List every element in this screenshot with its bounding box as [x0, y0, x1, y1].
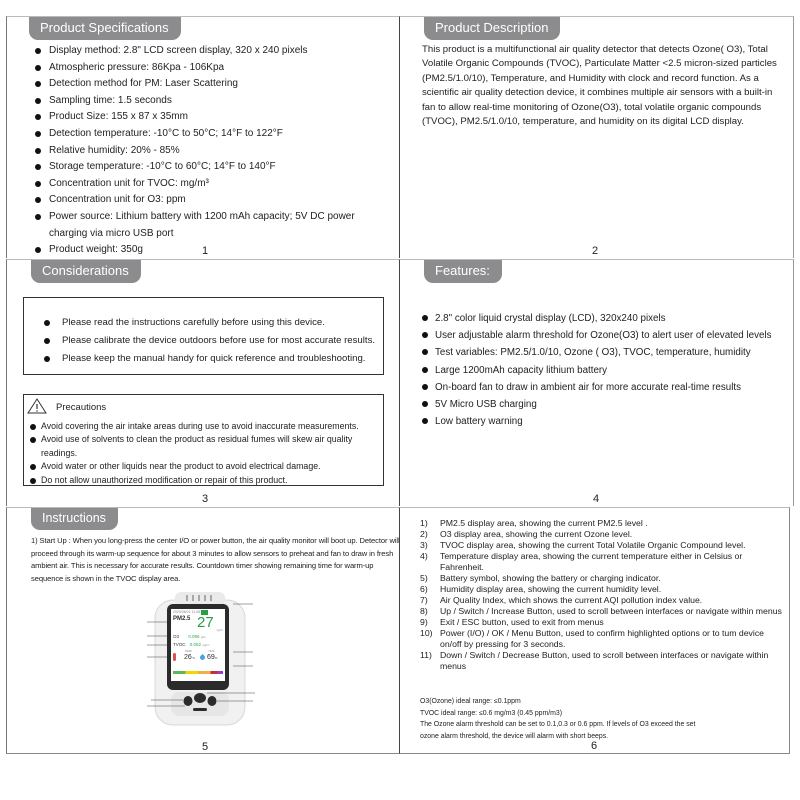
- lcd-temp-value: 26: [183, 653, 192, 661]
- description-text: This product is a multifunctional air quality detector that detects Ozone( O3), Total Volatile Organic Compounds (TVOC), Particulate Matter <2.5 micron-sized particles (PM2.5/1.0/10), Temperature, and Humidity with clock and record function. As a scientific air quality detection device, it combines multiple air sensors with a built-in fan to allow real-time monitoring of Ozone(O3), total volatile organic compounds (TVOC), PM2.5/1.0/10, temperature, and humidity on its digital LCD display.: [422, 44, 777, 128]
- page-number: 3: [202, 493, 209, 505]
- section-tab-description: Product Description: [424, 17, 560, 40]
- precautions-title: Precautions: [56, 402, 107, 413]
- ozone-range-note: O3(Ozone) ideal range: ≤0.1ppm: [420, 698, 521, 705]
- power-button: [194, 693, 206, 703]
- page-number: 5: [202, 741, 209, 753]
- lcd-o3-unit: ppm: [200, 636, 206, 639]
- feature-item: 5V Micro USB charging: [422, 396, 782, 413]
- legend-item: 6) Humidity display area, showing the current humidity level.: [420, 584, 662, 594]
- lcd-tvoc-value: 0.052: [189, 642, 202, 647]
- feature-item: 2.8" color liquid crystal display (LCD), 320x240 pixels: [422, 310, 782, 327]
- lcd-time: 11:08: [191, 610, 201, 615]
- considerations-box: [23, 297, 384, 375]
- instructions-panel: [6, 507, 400, 754]
- spec-item: Concentration unit for O3: ppm: [35, 192, 385, 209]
- legend-item: 11) Down / Switch / Decrease Button, used to scroll between interfaces or navigate within menus: [420, 650, 769, 671]
- lcd-tvoc-row: [173, 642, 223, 647]
- page-number: 6: [591, 740, 598, 752]
- feature-item: Low battery warning: [422, 413, 782, 430]
- feature-item: Test variables: PM2.5/1.0/10, Ozone ( O3), TVOC, temperature, humidity: [422, 344, 782, 361]
- down-button: [208, 696, 217, 706]
- consideration-item: Please calibrate the device outdoors before use for most accurate results.: [44, 332, 375, 350]
- alarm-threshold-note-cont: ozone alarm threshold, the device will alarm with short beeps.: [420, 733, 609, 741]
- legend-item: 4) Temperature display area, showing the current temperature either in Celsius or Fahrenheit.: [420, 551, 743, 572]
- thermometer-icon: [173, 653, 176, 661]
- product-description-panel: [400, 16, 794, 258]
- feature-item: Large 1200mAh capacity lithium battery: [422, 362, 782, 379]
- up-button: [184, 696, 193, 706]
- precaution-item: Avoid water or other liquids near the product to avoid electrical damage.: [30, 460, 382, 473]
- product-specifications-panel: [6, 16, 400, 258]
- aqi-color-bar: [173, 671, 223, 674]
- features-list: [422, 310, 782, 430]
- spec-item: Display method: 2.8" LCD screen display, 320 x 240 pixels: [35, 43, 385, 60]
- considerations-panel: [6, 259, 400, 506]
- legend-notes: [420, 696, 782, 743]
- lcd-humidity-label: HUM: [208, 650, 215, 653]
- lcd-pm-unit: ug/m³: [216, 629, 223, 632]
- precautions-list: [30, 420, 382, 487]
- legend-item: 9) Exit / ESC button, used to exit from menus: [420, 617, 604, 627]
- lcd-date: 2020/06/01: [173, 610, 191, 615]
- precaution-item: Avoid use of solvents to clean the product as residual fumes will skew air quality readings.: [30, 433, 382, 460]
- legend-item: 2) O3 display area, showing the current Ozone level.: [420, 529, 633, 539]
- lcd-temp-unit: °C: [191, 655, 196, 660]
- legend-list: [420, 518, 782, 672]
- consideration-item: Please read the instructions carefully before using this device.: [44, 314, 375, 332]
- alarm-threshold-note: The Ozone alarm threshold can be set to 0.1,0.3 or 0.6 ppm. If levels of O3 exceed the set: [420, 721, 696, 729]
- spec-item: Relative humidity: 20% - 85%: [35, 143, 385, 160]
- page-number: 2: [592, 245, 599, 257]
- spec-item: Storage temperature: -10°C to 60°C; 14°F to 140°F: [35, 159, 385, 176]
- considerations-list: [44, 314, 375, 368]
- lcd-humidity-unit: %: [214, 655, 218, 660]
- lcd-o3-label: O3: [173, 634, 180, 639]
- lcd-tvoc-label: TVOC: [173, 642, 186, 647]
- legend-item: 3) TVOC display area, showing the current Total Volatile Organic Compound level.: [420, 540, 746, 550]
- legend-panel: [400, 507, 790, 754]
- lcd-screen: [171, 609, 225, 681]
- lcd-env-row: [173, 653, 223, 661]
- lcd-pm-value: 27: [197, 614, 214, 631]
- device-lcd: [167, 604, 229, 690]
- consideration-item: Please keep the manual handy for quick reference and troubleshooting.: [44, 350, 375, 368]
- lcd-o3-value: 0.096: [188, 634, 200, 639]
- tvoc-range-note: TVOC ideal range: ≤0.6 mg/m3 (0.45 ppm/m3): [420, 709, 563, 717]
- warning-icon: [27, 398, 47, 414]
- lcd-pm-label: PM2.5: [173, 616, 191, 622]
- page-number: 4: [593, 493, 600, 505]
- legend-item: 1) PM2.5 display area, showing the current PM2.5 level .: [420, 518, 648, 528]
- spec-item: Detection temperature: -10°C to 50°C; 14°F to 122°F: [35, 126, 385, 143]
- specifications-list: [35, 43, 385, 259]
- spec-item: Atmospheric pressure: 86Kpa - 106Kpa: [35, 60, 385, 77]
- startup-instructions: 1) Start Up : When you long-press the center I/O or power button, the air quality monitor will boot up. Detector will proceed through its warm-up sequence for about 3 minutes to allow sensors to preheat and fan to draw in fresh ambient air. This is necessary for accurate results. Countdown timer showing remaining time for warm-up sequence is shown in the TVOC display area.: [31, 536, 400, 583]
- spec-item: Product weight: 350g: [35, 242, 385, 259]
- lcd-o3-row: [173, 634, 223, 639]
- spec-item: Concentration unit for TVOC: mg/m³: [35, 176, 385, 193]
- feature-item: User adjustable alarm threshold for Ozone(O3) to alert user of elevated levels: [422, 327, 782, 344]
- feature-item: On-board fan to draw in ambient air for more accurate real-time results: [422, 379, 782, 396]
- lcd-tvoc-unit: mg/m³: [202, 644, 210, 647]
- precaution-item: Do not allow unauthorized modification or repair of this product.: [30, 474, 382, 487]
- legend-item: 5) Battery symbol, showing the battery or charging indicator.: [420, 573, 661, 583]
- lcd-temp-label: TEMP: [185, 650, 192, 653]
- lcd-humidity-value: 69: [207, 653, 215, 661]
- spec-item: Detection method for PM: Laser Scattering: [35, 76, 385, 93]
- spec-item: Power source: Lithium battery with 1200 mAh capacity; 5V DC power charging via micro USB port: [35, 209, 385, 242]
- features-panel: [400, 259, 794, 506]
- legend-item: 8) Up / Switch / Increase Button, used to scroll between interfaces or navigate within menus: [420, 606, 782, 616]
- legend-item: 7) Air Quality Index, which shows the current AQI pollution index value.: [420, 595, 703, 605]
- precaution-item: Avoid covering the air intake areas during use to avoid inaccurate measurements.: [30, 420, 382, 433]
- spec-item: Sampling time: 1.5 seconds: [35, 93, 385, 110]
- section-tab-considerations: Considerations: [31, 260, 141, 283]
- spec-item: Product Size: 155 x 87 x 35mm: [35, 109, 385, 126]
- section-tab-features: Features:: [424, 260, 502, 283]
- page-number: 1: [202, 245, 209, 257]
- droplet-icon: [199, 653, 206, 660]
- precautions-box: [23, 394, 384, 486]
- section-tab-specifications: Product Specifications: [29, 17, 181, 40]
- section-tab-instructions: Instructions: [31, 508, 118, 530]
- legend-item: 10) Power (I/O) / OK / Menu Button, used to confirm highlighted options or to tum device on/off by pressing for 3 seconds.: [420, 628, 765, 649]
